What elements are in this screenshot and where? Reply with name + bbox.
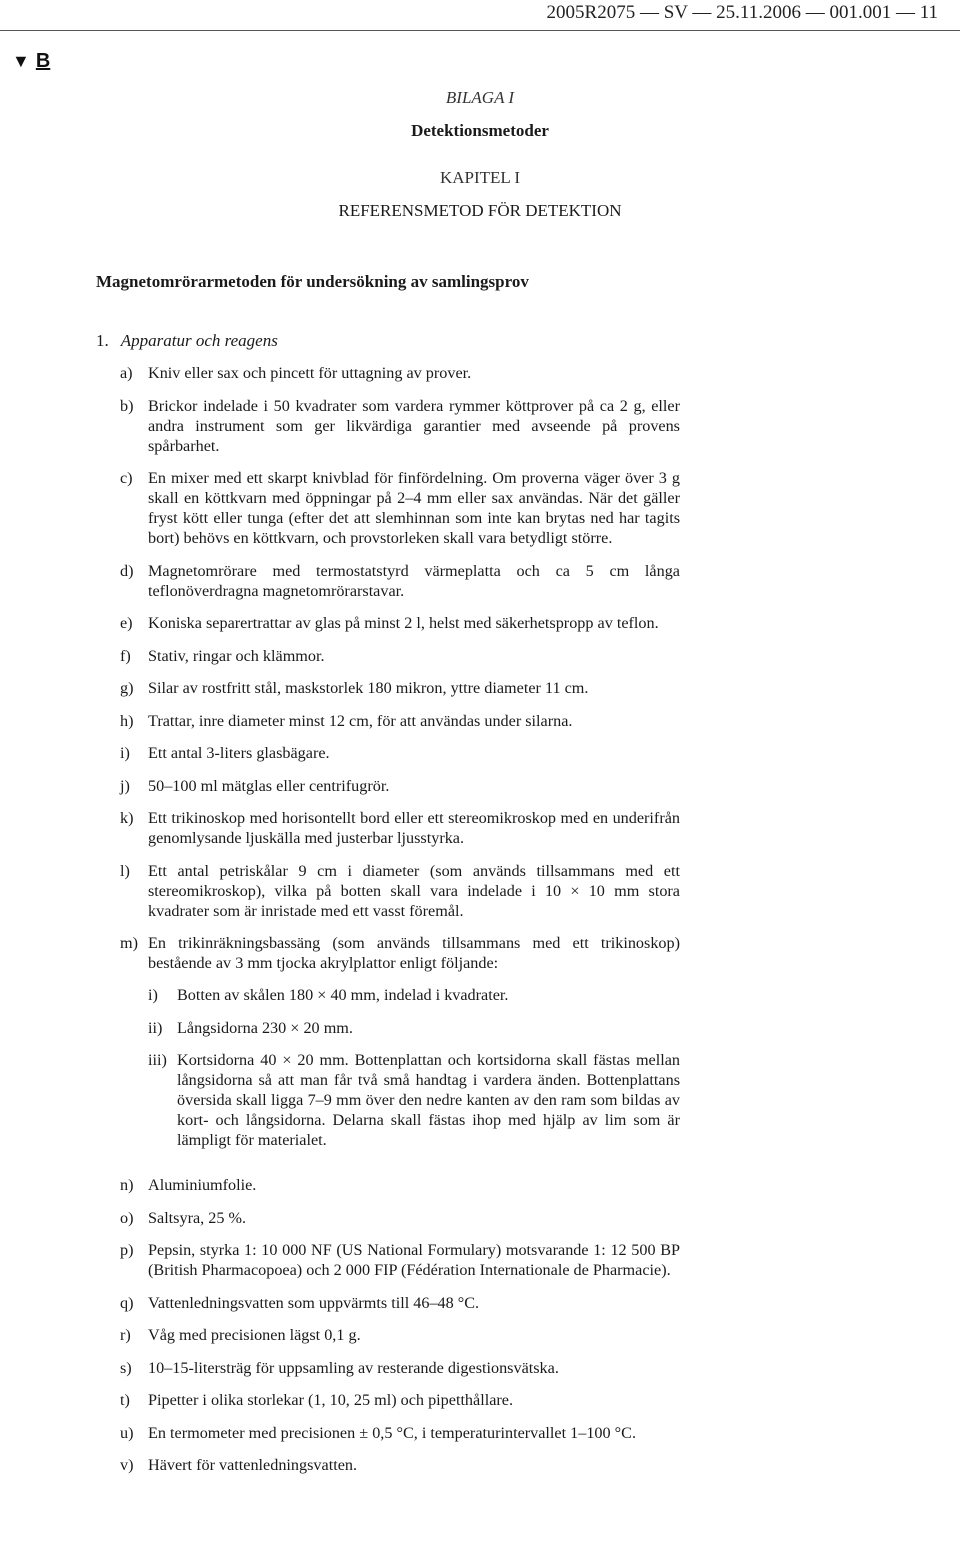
list-item (120, 808, 680, 848)
list-item-label: m) (120, 934, 138, 952)
list-item-text: Stativ, ringar och klämmor. (148, 646, 325, 665)
list-item (120, 1325, 680, 1345)
list-item-label: k) (120, 809, 134, 827)
list-item-text: Magnetomrörare med termostatstyrd värmeplatta och ca 5 cm långa teflonöverdragna magnetomrörarstavar. (148, 561, 680, 600)
section-title: Apparatur och reagens (120, 331, 278, 350)
list-item-text: Våg med precisionen lägst 0,1 g. (148, 1326, 361, 1344)
list-item-body (148, 1358, 680, 1378)
list-item-text: Vattenledningsvatten som uppvärmts till 46–48 °C. (148, 1293, 480, 1312)
sub-list-item-text: Kortsidorna 40 × 20 mm. Bottenplattan och kortsidorna skall fästas mellan långsidorna så att man får två små handtag i vardera änden. Bottenplattans översida skall ligga 7–9 mm över den nedre kanten av den ram som bildas av kort- och långsidorna. Delarna skall fästas ihop med hjälp av lim som är lämpligt för materialet. (177, 1051, 680, 1149)
section-heading (96, 331, 278, 351)
annex-subtitle: Detektionsmetoder (411, 121, 549, 140)
list-item (120, 1455, 680, 1475)
chapter-heading: REFERENSMETOD FÖR DETEKTION (338, 201, 622, 220)
list-item-label: n) (120, 1176, 134, 1194)
equipment-list (120, 363, 680, 1488)
list-item-label: g) (120, 679, 134, 697)
list-item-body (148, 1293, 680, 1313)
list-item-label: h) (120, 711, 134, 730)
sub-list-item (148, 1018, 680, 1038)
chapter-title: KAPITEL I (439, 168, 521, 187)
list-item (120, 1240, 680, 1280)
list-item-body (148, 363, 680, 383)
sub-list-item-label: iii) (148, 1051, 167, 1069)
list-item-label: t) (120, 1391, 130, 1409)
list-item-label: j) (120, 776, 130, 795)
list-item-body (148, 468, 680, 548)
list-item-body (148, 776, 680, 796)
list-item-body (148, 613, 680, 633)
list-item-text: Hävert för vattenledningsvatten. (148, 1456, 358, 1474)
list-item-body (148, 561, 680, 601)
amendment-marker (12, 50, 50, 73)
list-item-body (148, 1175, 680, 1195)
list-item-text: En termometer med precisionen ± 0,5 °C, i temperaturintervallet 1–100 °C. (148, 1423, 636, 1442)
list-item-body (148, 808, 680, 848)
list-item (120, 1293, 680, 1313)
list-item-text: Brickor indelade i 50 kvadrater som vardera rymmer köttprover på ca 2 g, eller andra instrument som ger likvärdiga garantier med avseende på provens spårbarhet. (148, 396, 680, 455)
list-item (120, 396, 680, 456)
list-item (120, 861, 680, 921)
list-item-text: En mixer med ett skarpt knivblad för finfördelning. Om proverna väger över 3 g skall en köttkvarn med öppningar på 2–4 mm eller sax användas. När det gäller fryst kött eller tunga (efter det att slemhinnan som inte kan brytas ned har tagits bort) behövs en köttkvarn, och provstorleken skall vara betydligt större. (148, 469, 680, 547)
list-item-label: q) (120, 1293, 134, 1312)
list-item-label: e) (120, 614, 133, 632)
annex-title: BILAGA I (445, 88, 515, 107)
list-item (120, 561, 680, 601)
list-item-body (148, 743, 680, 763)
section-number: 1. (96, 331, 109, 350)
list-item-label: p) (120, 1241, 134, 1259)
header-divider (0, 30, 960, 31)
list-item-body (148, 1325, 680, 1345)
list-item (120, 776, 680, 796)
list-item (120, 1208, 680, 1228)
list-item (120, 1390, 680, 1410)
page-header: 2005R2075 — SV — 25.11.2006 — 001.001 — 11 (546, 2, 938, 23)
list-item-body (148, 1240, 680, 1280)
list-item (120, 743, 680, 763)
list-item-label: v) (120, 1456, 134, 1474)
list-item-text: Silar av rostfritt stål, maskstorlek 180 mikron, yttre diameter 11 cm. (148, 679, 589, 697)
triangle-down-icon: ▼ (12, 51, 30, 71)
list-item (120, 363, 680, 383)
list-item-text: 50–100 ml mätglas eller centrifugrör. (148, 776, 390, 795)
list-item (120, 468, 680, 548)
sub-list-item (148, 1050, 680, 1150)
list-item-text: Ett trikinoskop med horisontellt bord eller ett stereomikroskop med en underifrån genomlysande ljuskälla med justerbar ljusstyrka. (148, 809, 680, 847)
sub-list-item-text: Botten av skålen 180 × 40 mm, indelad i kvadrater. (177, 986, 509, 1004)
list-item (120, 1175, 680, 1195)
list-item-label: c) (120, 469, 133, 487)
list-item-body (148, 396, 680, 456)
list-item-label: o) (120, 1208, 134, 1227)
amendment-letter: B (35, 50, 51, 72)
list-item (120, 933, 680, 1163)
list-item-text: Pipetter i olika storlekar (1, 10, 25 ml) och pipetthållare. (148, 1391, 514, 1409)
list-item-text: Ett antal 3-liters glasbägare. (148, 744, 330, 762)
list-item-text: Trattar, inre diameter minst 12 cm, för att användas under silarna. (148, 711, 573, 730)
method-title: Magnetomrörarmetoden för undersökning av samlingsprov (96, 272, 529, 291)
list-item (120, 711, 680, 731)
list-item-text: 10–15-litersträg för uppsamling av resterande digestionsvätska. (148, 1358, 559, 1377)
list-item (120, 1358, 680, 1378)
list-item-label: a) (120, 364, 133, 382)
list-item-body (148, 1208, 680, 1228)
list-item (120, 678, 680, 698)
sub-list-item (148, 985, 680, 1005)
list-item-body (148, 711, 680, 731)
list-item-body (148, 678, 680, 698)
list-item-body (148, 1390, 680, 1410)
list-item (120, 1423, 680, 1443)
list-item-label: f) (120, 646, 131, 665)
sub-list (148, 985, 680, 1150)
sub-list-item-label: ii) (148, 1018, 163, 1037)
list-item-text: Saltsyra, 25 %. (148, 1208, 247, 1227)
list-item-body (148, 861, 680, 921)
list-item (120, 613, 680, 633)
list-item-text: Koniska separertrattar av glas på minst 2 l, helst med säkerhetspropp av teflon. (148, 614, 659, 632)
sub-list-item-text: Långsidorna 230 × 20 mm. (177, 1018, 353, 1037)
list-item-label: b) (120, 396, 134, 415)
list-item-label: i) (120, 744, 130, 762)
list-item-text: En trikinräkningsbassäng (som används tillsammans med ett trikinoskop) bestående av 3 mm tjocka akrylplattor enligt följande: (148, 934, 680, 972)
list-item-text: Pepsin, styrka 1: 10 000 NF (US National Formulary) motsvarande 1: 12 500 BP (British Pharmacopoea) och 2 000 FIP (Fédération Internationale de Pharmacie). (148, 1241, 680, 1279)
list-item-label: d) (120, 561, 134, 580)
list-item-label: u) (120, 1423, 134, 1442)
list-item (120, 646, 680, 666)
list-item-label: l) (120, 861, 130, 880)
list-item-body (148, 646, 680, 666)
list-item-text: Aluminiumfolie. (148, 1176, 257, 1194)
list-item-body (148, 933, 680, 1163)
list-item-label: r) (120, 1326, 131, 1344)
list-item-body (148, 1455, 680, 1475)
list-item-text: Kniv eller sax och pincett för uttagning av prover. (148, 364, 472, 382)
list-item-label: s) (120, 1358, 132, 1377)
list-item-text: Ett antal petriskålar 9 cm i diameter (som används tillsammans med ett stereomikroskop), vilka på botten skall vara indelade i 10 × 10 mm stora kvadrater som är inristade med ett vasst föremål. (148, 861, 680, 920)
sub-list-item-label: i) (148, 986, 158, 1004)
list-item-body (148, 1423, 680, 1443)
